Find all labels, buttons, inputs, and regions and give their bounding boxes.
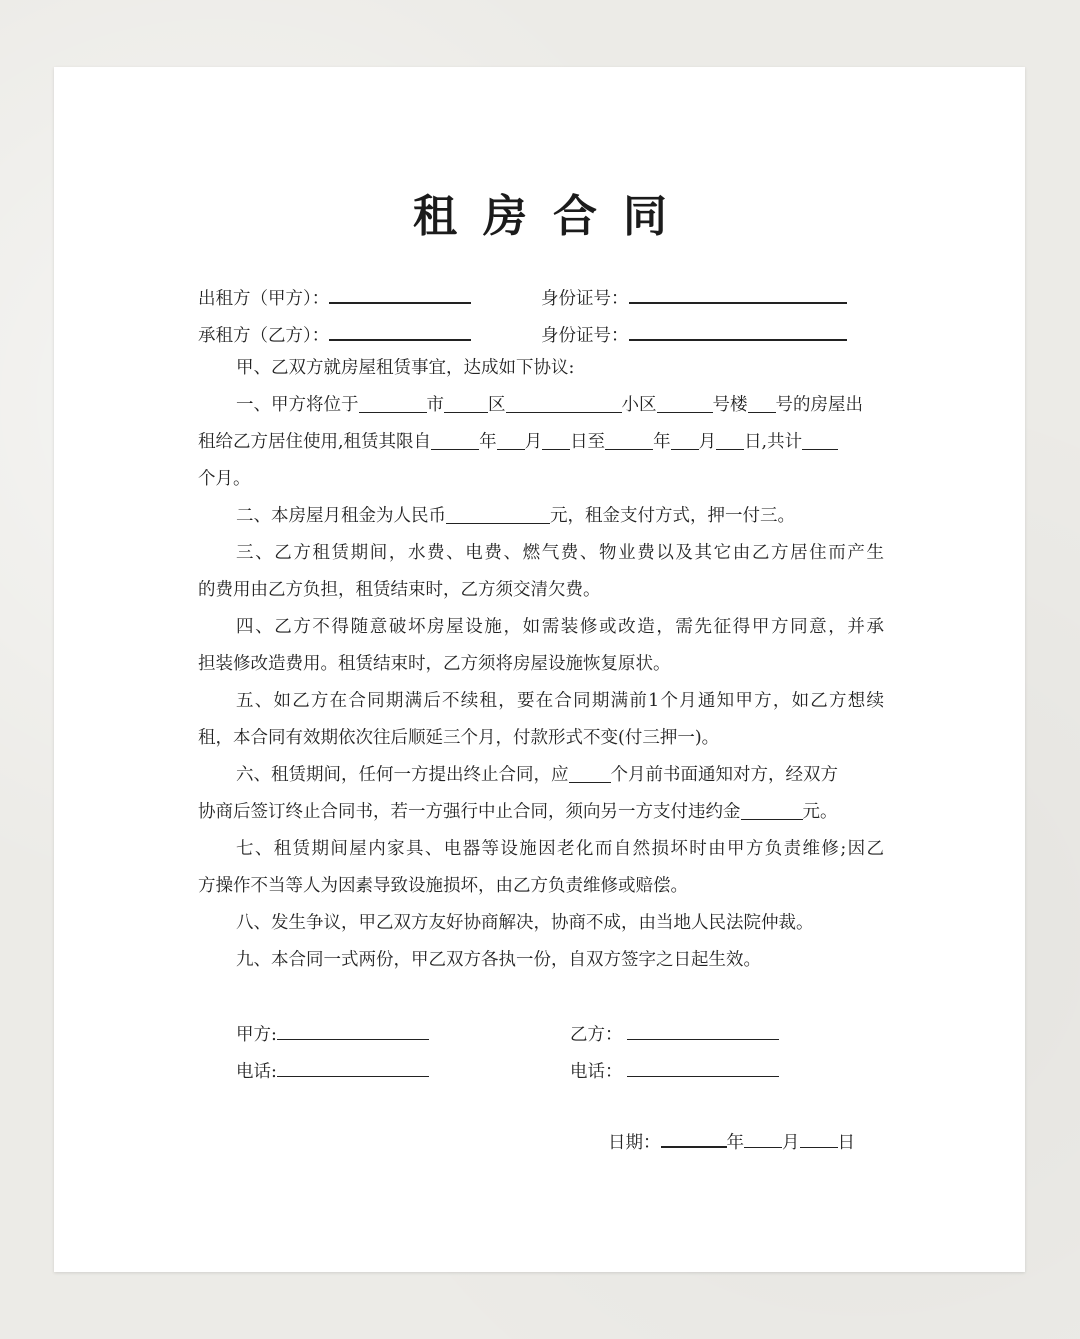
- party-b-phone-label: 电话：: [570, 1062, 623, 1082]
- total-months-blank[interactable]: [802, 429, 838, 450]
- party-a-signature-row: [236, 1021, 429, 1047]
- party-a-phone-label: 电话:: [236, 1062, 277, 1082]
- clause-4-line-2: 担装修改造费用。租赁结束时，乙方须将房屋设施恢复原状。: [198, 654, 671, 674]
- lessee-label: 承租方（乙方）：: [198, 326, 330, 346]
- date-year-label: 年: [726, 1133, 744, 1153]
- clause-5-line-2: 租，本合同有效期依次往后顺延三个月，付款形式不变(付三押一)。: [198, 728, 720, 748]
- lessor-id-field[interactable]: [629, 284, 847, 304]
- date-year-field[interactable]: [661, 1128, 727, 1148]
- clause-1-line-2: 租给乙方居住使用,租赁其限自 年 月 日至 年 月 日,共计: [198, 424, 884, 461]
- lessor-name-field[interactable]: [329, 284, 471, 304]
- penalty-amount-blank[interactable]: [741, 799, 803, 820]
- lessor-label: 出租方（甲方）：: [198, 289, 330, 309]
- date-row: [608, 1128, 855, 1155]
- intro: 甲、乙双方就房屋租赁事宜，达成如下协议:: [236, 358, 575, 378]
- party-a-signature-field[interactable]: [277, 1021, 429, 1040]
- date-day-field[interactable]: [800, 1129, 838, 1148]
- lessee-row: [198, 321, 471, 348]
- district-blank[interactable]: [444, 392, 488, 413]
- unit-blank[interactable]: [748, 392, 776, 413]
- clause-9: 九、本合同一式两份，甲乙双方各执一份，自双方签字之日起生效。: [236, 950, 761, 970]
- party-b-phone-row: [570, 1058, 779, 1084]
- clause-6-line-1: 六、租赁期间，任何一方提出终止合同，应 个月前书面通知对方，经双方: [198, 757, 884, 794]
- lessee-id-row: [541, 321, 847, 348]
- building-blank[interactable]: [657, 392, 713, 413]
- clause-7-line-2: 方操作不当等人为因素导致设施损坏，由乙方负责维修或赔偿。: [198, 876, 688, 896]
- clause-8: 八、发生争议，甲乙双方友好协商解决，协商不成，由当地人民法院仲裁。: [236, 913, 814, 933]
- clause-3-line-1: 三、乙方租赁期间，水费、电费、燃气费、物业费以及其它由乙方居住而产生: [236, 543, 884, 563]
- document-title: 租房合同: [413, 191, 693, 242]
- clause-6-line-2: 协商后签订终止合同书，若一方强行中止合同，须向另一方支付违约金 元。: [198, 794, 884, 831]
- date-month-field[interactable]: [744, 1129, 782, 1148]
- lessor-id-label: 身份证号：: [541, 289, 629, 309]
- party-a-phone-field[interactable]: [277, 1058, 429, 1077]
- party-a-label: 甲方:: [236, 1025, 277, 1045]
- clause-7-line-1: 七、租赁期间屋内家具、电器等设施因老化而自然损坏时由甲方负责维修;因乙: [236, 839, 884, 859]
- clause-4-line-1: 四、乙方不得随意破坏房屋设施，如需装修或改造，需先征得甲方同意，并承: [236, 617, 884, 637]
- lessor-row: [198, 284, 471, 311]
- clause-2: 二、本房屋月租金为人民币 元，租金支付方式，押一付三。: [198, 498, 884, 535]
- contract-body: [198, 350, 884, 979]
- end-month-blank[interactable]: [671, 429, 699, 450]
- lessor-id-row: [541, 284, 847, 311]
- date-label: 日期：: [608, 1133, 661, 1153]
- lessee-name-field[interactable]: [329, 321, 471, 341]
- date-month-label: 月: [782, 1133, 800, 1153]
- start-day-blank[interactable]: [542, 429, 570, 450]
- party-b-signature-field[interactable]: [627, 1021, 779, 1040]
- date-day-label: 日: [837, 1133, 855, 1153]
- start-year-blank[interactable]: [431, 429, 479, 450]
- party-b-signature-row: [570, 1021, 779, 1047]
- clause-3-line-2: 的费用由乙方负担，租赁结束时，乙方须交清欠费。: [198, 580, 601, 600]
- notice-months-blank[interactable]: [569, 762, 611, 783]
- party-b-label: 乙方：: [570, 1025, 623, 1045]
- city-blank[interactable]: [359, 392, 427, 413]
- lessee-id-field[interactable]: [629, 321, 847, 341]
- start-month-blank[interactable]: [497, 429, 525, 450]
- party-a-phone-row: [236, 1058, 429, 1084]
- community-blank[interactable]: [506, 392, 622, 413]
- end-year-blank[interactable]: [605, 429, 653, 450]
- clause-1-line-1: 一、甲方将位于 市 区 小区 号楼 号的房屋出: [198, 387, 884, 424]
- end-day-blank[interactable]: [716, 429, 744, 450]
- party-b-phone-field[interactable]: [627, 1058, 779, 1077]
- rent-amount-blank[interactable]: [446, 503, 550, 524]
- clause-1-line-3: 个月。: [198, 469, 251, 489]
- clause-5-line-1: 五、如乙方在合同期满后不续租，要在合同期满前1个月通知甲方，如乙方想续: [236, 691, 884, 711]
- lessee-id-label: 身份证号：: [541, 326, 629, 346]
